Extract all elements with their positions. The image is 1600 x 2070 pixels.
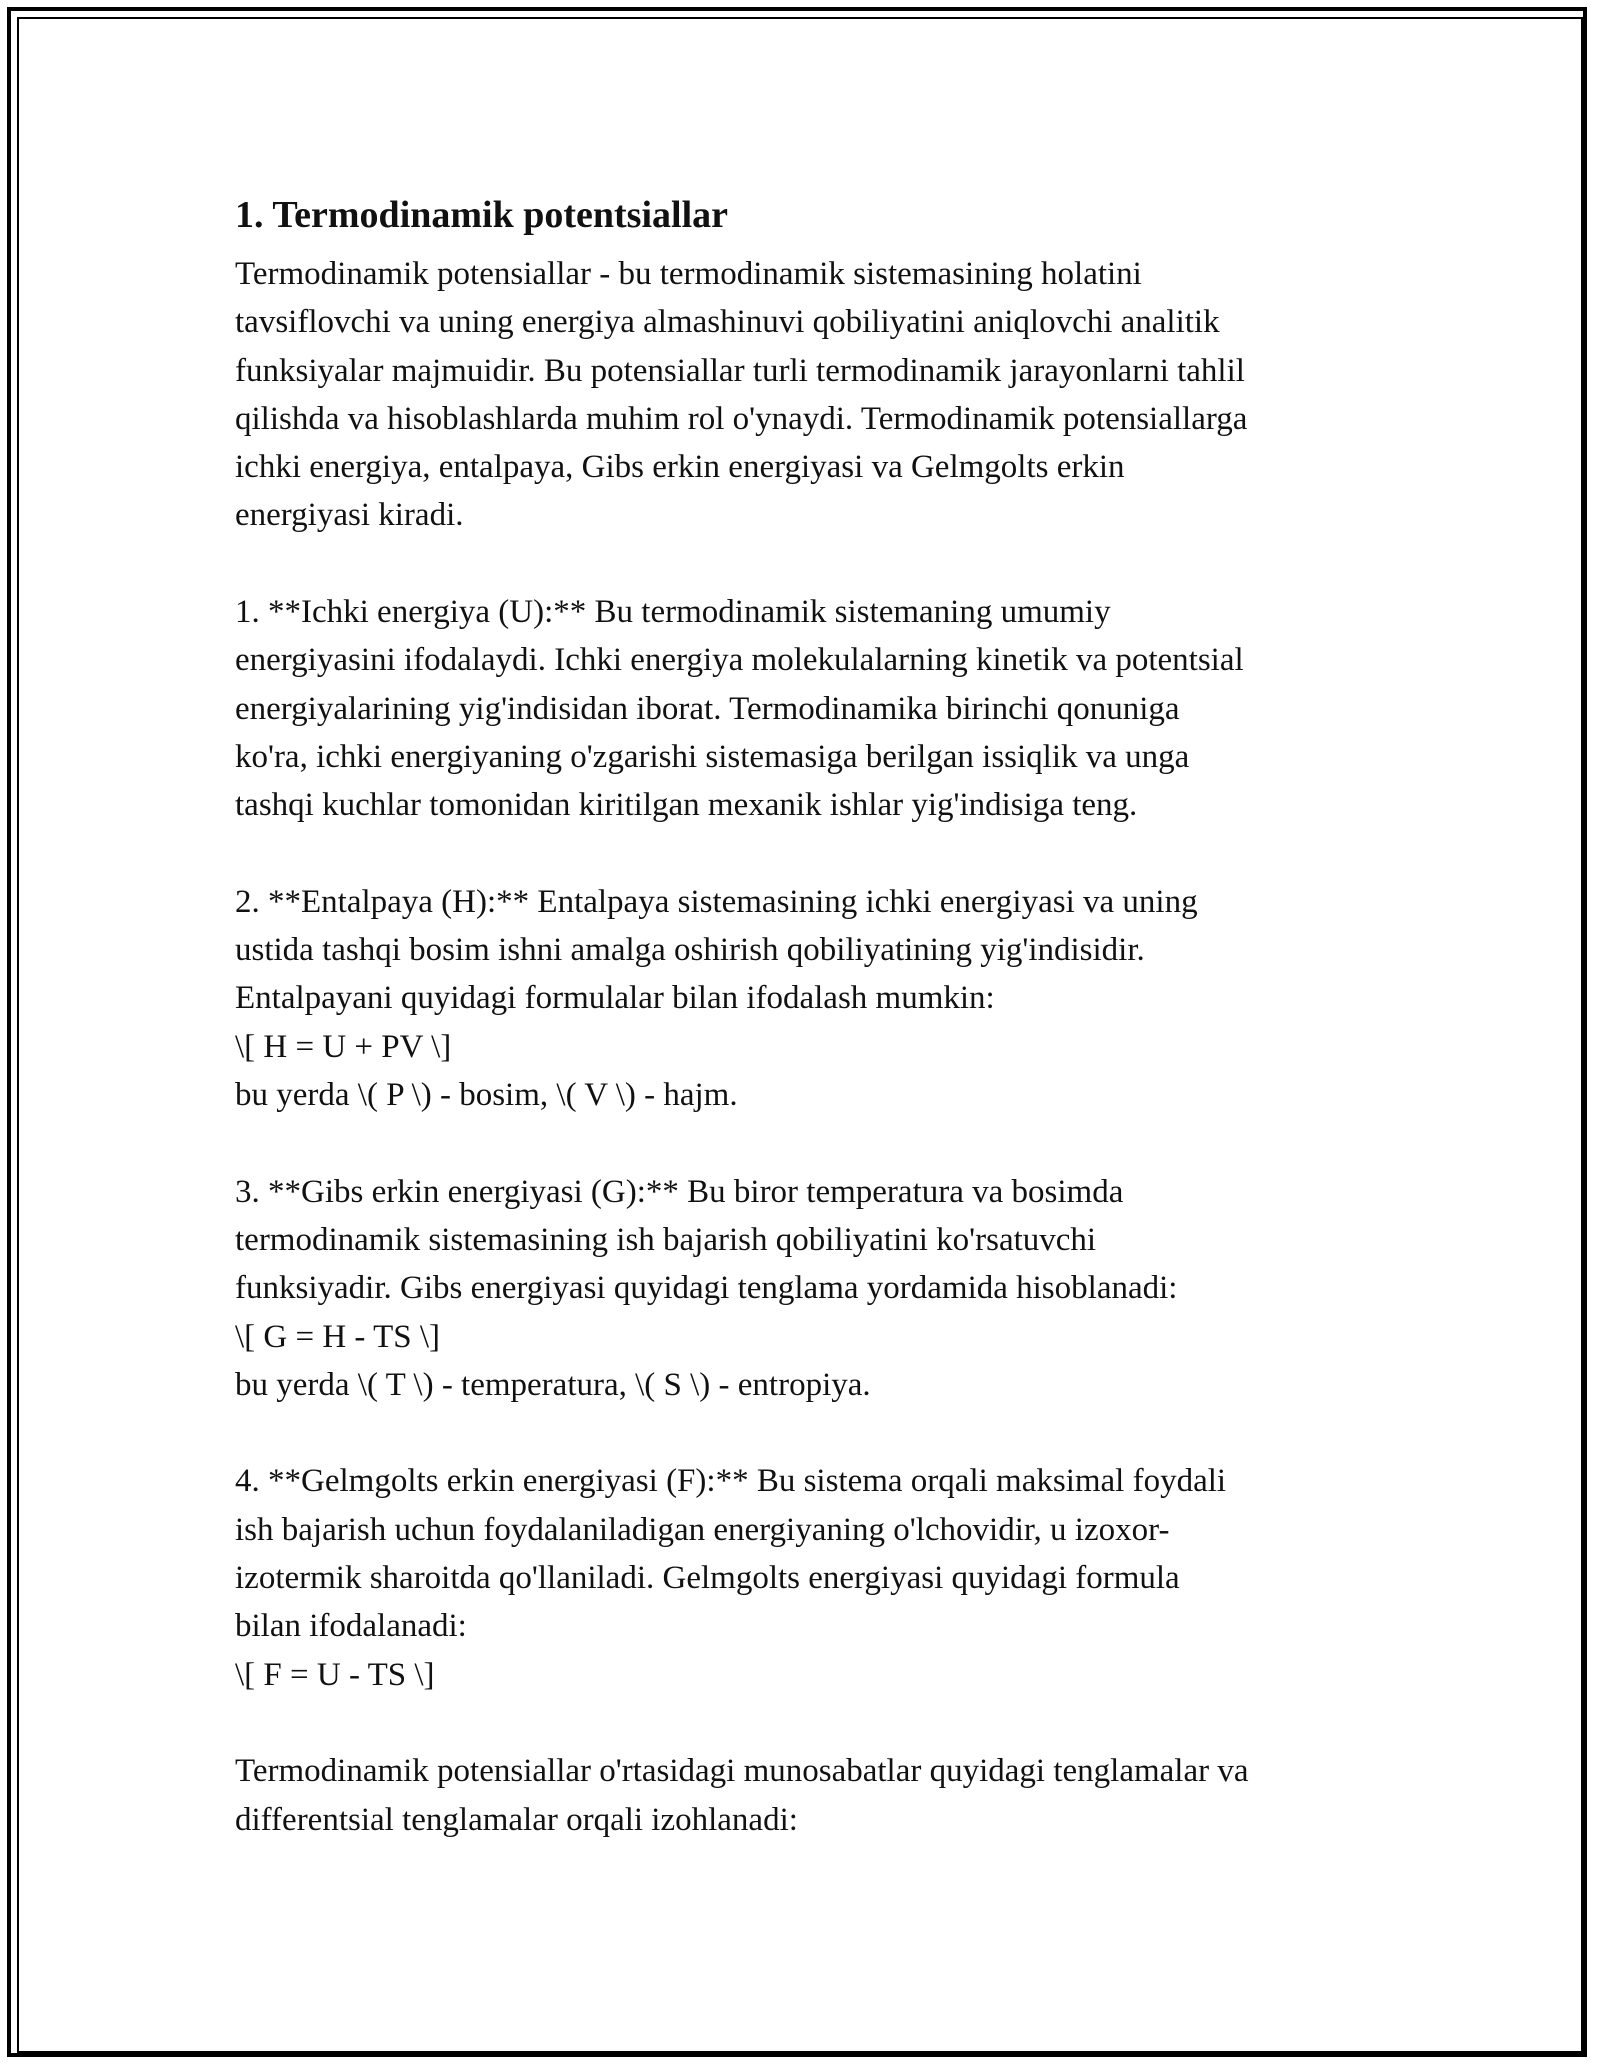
text-line: 1. **Ichki energiya (U):** Bu termodinamik sistemaning umumiy — [235, 594, 1111, 631]
text-line: termodinamik sistemasining ish bajarish qobiliyatini ko'rsatuvchi — [235, 1221, 1097, 1258]
paragraph — [235, 1457, 1375, 1698]
text-line: 3. **Gibs erkin energiyasi (G):** Bu biror temperatura va bosimda — [235, 1173, 1124, 1210]
paragraph — [235, 878, 1375, 1119]
paragraph — [235, 588, 1375, 829]
paragraph — [235, 250, 1375, 540]
text-line: energiyasi kiradi. — [235, 497, 464, 534]
text-line: \[ H = U + PV \] — [235, 1028, 452, 1065]
paragraph-gap — [235, 540, 1375, 588]
text-line: energiyalarining yig'indisidan iborat. Termodinamika birinchi qonuniga — [235, 690, 1180, 727]
paragraph-gap — [235, 1699, 1375, 1747]
paragraph — [235, 1747, 1375, 1844]
paragraph — [235, 1168, 1375, 1409]
text-line: funksiyalar majmuidir. Bu potensiallar turli termodinamik jarayonlarni tahlil — [235, 352, 1245, 389]
text-line: bu yerda \( P \) - bosim, \( V \) - hajm. — [235, 1077, 738, 1114]
text-line: differentsial tenglamalar orqali izohlanadi: — [235, 1801, 798, 1838]
text-line: tavsiflovchi va uning energiya almashinuvi qobiliyatini aniqlovchi analitik — [235, 304, 1220, 341]
text-line: \[ G = H - TS \] — [235, 1318, 440, 1355]
text-line: Entalpayani quyidagi formulalar bilan ifodalash mumkin: — [235, 980, 995, 1017]
text-line: bilan ifodalanadi: — [235, 1608, 467, 1645]
text-line: 4. **Gelmgolts erkin energiyasi (F):** Bu sistema orqali maksimal foydali — [235, 1463, 1227, 1500]
text-line: \[ F = U - TS \] — [235, 1656, 435, 1693]
section-heading: 1. Termodinamik potentsiallar — [235, 194, 728, 236]
paragraph-gap — [235, 1409, 1375, 1457]
text-line: izotermik sharoitda qo'llaniladi. Gelmgolts energiyasi quyidagi formula — [235, 1560, 1180, 1597]
text-line: bu yerda \( T \) - temperatura, \( S \) - entropiya. — [235, 1366, 871, 1403]
text-line: funksiyadir. Gibs energiyasi quyidagi tenglama yordamida hisoblanadi: — [235, 1270, 1178, 1307]
text-line: 2. **Entalpaya (H):** Entalpaya sistemasining ichki energiyasi va uning — [235, 883, 1198, 920]
text-line: Termodinamik potensiallar o'rtasidagi munosabatlar quyidagi tenglamalar va — [235, 1753, 1249, 1790]
paragraph-gap — [235, 830, 1375, 878]
paragraph-list — [235, 250, 1375, 1844]
text-line: ko'ra, ichki energiyaning o'zgarishi sistemasiga berilgan issiqlik va unga — [235, 738, 1190, 775]
document-body — [235, 180, 1375, 1844]
text-line: qilishda va hisoblashlarda muhim rol o'ynaydi. Termodinamik potensiallarga — [235, 400, 1248, 437]
text-line: ish bajarish uchun foydalaniladigan energiyaning o'lchovidir, u izoxor- — [235, 1511, 1170, 1548]
text-line: Termodinamik potensiallar - bu termodinamik sistemasining holatini — [235, 256, 1142, 292]
paragraph-gap — [235, 1119, 1375, 1167]
text-line: energiyasini ifodalaydi. Ichki energiya molekulalarning kinetik va potentsial — [235, 642, 1244, 679]
text-line: ichki energiya, entalpaya, Gibs erkin energiyasi va Gelmgolts erkin — [235, 449, 1125, 486]
text-line: tashqi kuchlar tomonidan kiritilgan mexanik ishlar yig'indisiga teng. — [235, 787, 1138, 824]
text-line: ustida tashqi bosim ishni amalga oshirish qobiliyatining yig'indisidir. — [235, 932, 1145, 969]
